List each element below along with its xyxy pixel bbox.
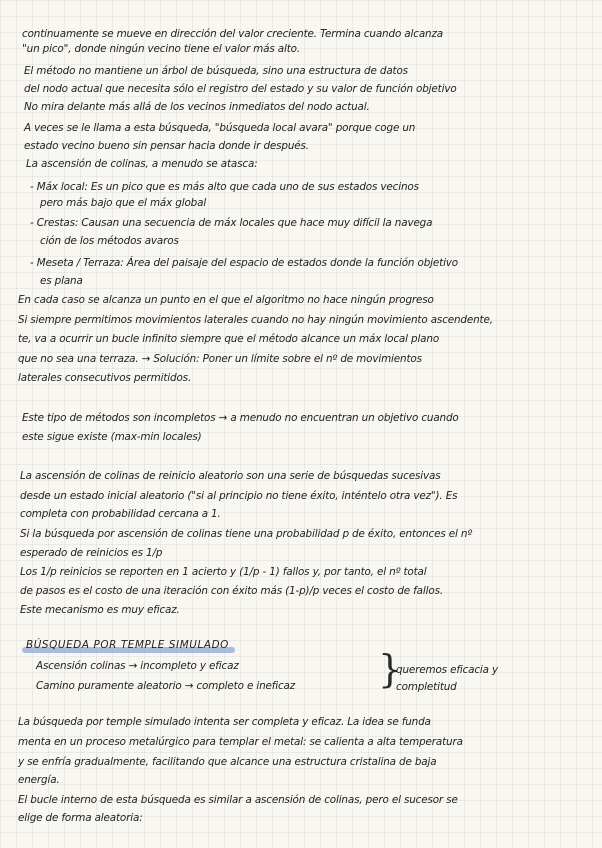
- note-line-27: Los 1/p reinicios se reporten en 1 acierto y (1/p - 1) fallos y, por tanto, el nº total: [20, 566, 427, 578]
- note-line-20: Este tipo de métodos son incompletos → a menudo no encuentran un objetivo cuando: [22, 412, 459, 424]
- note-line-36: y se enfría gradualmente, facilitando que alcance una estructura cristalina de baja: [18, 756, 437, 768]
- note-line-19: laterales consecutivos permitidos.: [18, 372, 192, 384]
- note-line-28: de pasos es el costo de una iteración con éxito más (1-p)/p veces el costo de fallos.: [20, 585, 443, 597]
- note-line-37: energía.: [18, 774, 60, 786]
- section-heading-text: BÚSQUEDA POR TEMPLE SIMULADO: [26, 639, 229, 651]
- note-line-15: En cada caso se alcanza un punto en el que el algoritmo no hace ningún progreso: [18, 294, 434, 306]
- note-line-31: Camino puramente aleatorio → completo e ineficaz: [36, 680, 296, 692]
- note-line-13: - Meseta / Terraza: Área del paisaje del espacio de estados donde la función objetivo: [30, 257, 459, 269]
- note-line-33: completitud: [396, 681, 457, 693]
- note-line-35: menta en un proceso metalúrgico para templar el metal: se calienta a alta temperatura: [18, 736, 463, 748]
- note-line-07: estado vecino bueno sin pensar hacia donde ir después.: [24, 140, 309, 152]
- note-line-29: Este mecanismo es muy eficaz.: [20, 604, 180, 616]
- note-line-18: que no sea una terraza. → Solución: Poner un límite sobre el nº de movimientos: [18, 353, 422, 365]
- note-line-02: "un pico", donde ningún vecino tiene el valor más alto.: [22, 43, 301, 55]
- note-line-12: ción de los métodos avaros: [40, 235, 179, 247]
- note-line-25: Si la búsqueda por ascensión de colinas tiene una probabilidad p de éxito, entonces el nº: [20, 528, 473, 540]
- note-line-10: pero más bajo que el máx global: [40, 197, 207, 209]
- curly-brace: }: [378, 647, 403, 691]
- note-line-11: - Crestas: Causan una secuencia de máx locales que hace muy difícil la navega: [30, 217, 433, 229]
- section-heading: [26, 638, 229, 652]
- note-line-05: No mira delante más allá de los vecinos inmediatos del nodo actual.: [24, 101, 370, 113]
- note-line-24: completa con probabilidad cercana a 1.: [20, 508, 221, 520]
- note-line-32: queremos eficacia y: [396, 664, 499, 676]
- note-line-14: es plana: [40, 275, 83, 287]
- note-line-22: La ascensión de colinas de reinicio aleatorio son una serie de búsquedas sucesivas: [20, 470, 441, 482]
- note-line-16: Si siempre permitimos movimientos laterales cuando no hay ningún movimiento ascendente,: [18, 314, 493, 326]
- note-line-03: El método no mantiene un árbol de búsqueda, sino una estructura de datos: [24, 65, 408, 77]
- note-line-34: La búsqueda por temple simulado intenta ser completa y eficaz. La idea se funda: [18, 716, 431, 728]
- note-line-17: te, va a ocurrir un bucle infinito siempre que el método alcance un máx local plano: [18, 333, 440, 345]
- note-line-08: La ascensión de colinas, a menudo se atasca:: [26, 158, 258, 170]
- note-line-26: esperado de reinicios es 1/p: [20, 547, 163, 559]
- note-line-01: continuamente se mueve en dirección del valor creciente. Termina cuando alcanza: [22, 28, 443, 40]
- note-line-23: desde un estado inicial aleatorio ("si al principio no tiene éxito, inténtelo otra vez"). Es: [20, 490, 458, 502]
- note-line-04: del nodo actual que necesita sólo el registro del estado y su valor de función objetivo: [24, 83, 457, 95]
- note-line-21: este sigue existe (max-min locales): [22, 431, 202, 443]
- note-line-09: - Máx local: Es un pico que es más alto que cada uno de sus estados vecinos: [30, 181, 419, 193]
- note-line-06: A veces se le llama a esta búsqueda, "búsqueda local avara" porque coge un: [24, 122, 416, 134]
- note-line-30: Ascensión colinas → incompleto y eficaz: [36, 660, 239, 672]
- note-line-39: elige de forma aleatoria:: [18, 812, 143, 824]
- note-line-38: El bucle interno de esta búsqueda es similar a ascensión de colinas, pero el sucesor se: [18, 794, 458, 806]
